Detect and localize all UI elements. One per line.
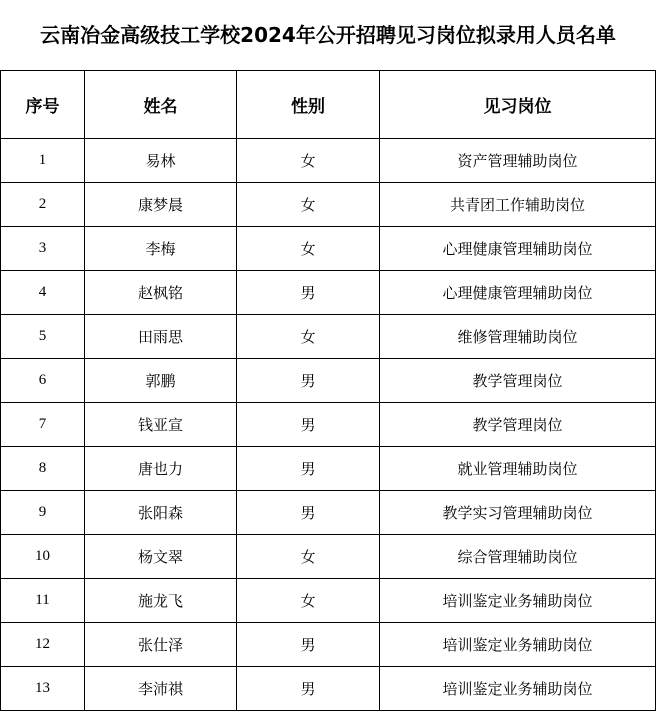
cell-name: 易林 (85, 139, 237, 183)
cell-serial-number: 13 (1, 667, 85, 711)
cell-gender: 女 (237, 579, 380, 623)
cell-name: 钱亚宣 (85, 403, 237, 447)
table-row (1, 623, 656, 667)
cell-gender: 男 (237, 403, 380, 447)
cell-gender: 男 (237, 447, 380, 491)
cell-serial-number: 7 (1, 403, 85, 447)
cell-trainee-position: 教学实习管理辅助岗位 (380, 491, 656, 535)
table-row (1, 491, 656, 535)
table-row (1, 139, 656, 183)
cell-serial-number: 9 (1, 491, 85, 535)
cell-gender: 男 (237, 271, 380, 315)
cell-trainee-position: 教学管理岗位 (380, 403, 656, 447)
cell-trainee-position: 就业管理辅助岗位 (380, 447, 656, 491)
cell-gender: 女 (237, 315, 380, 359)
header-gender: 性别 (237, 71, 380, 139)
cell-trainee-position: 维修管理辅助岗位 (380, 315, 656, 359)
cell-trainee-position: 培训鉴定业务辅助岗位 (380, 623, 656, 667)
cell-serial-number: 2 (1, 183, 85, 227)
table-header-row (1, 71, 656, 139)
cell-gender: 男 (237, 491, 380, 535)
table-row (1, 403, 656, 447)
cell-name: 张阳森 (85, 491, 237, 535)
cell-serial-number: 8 (1, 447, 85, 491)
cell-serial-number: 3 (1, 227, 85, 271)
cell-serial-number: 4 (1, 271, 85, 315)
cell-serial-number: 6 (1, 359, 85, 403)
table-row (1, 227, 656, 271)
roster-table (0, 70, 656, 711)
cell-gender: 女 (237, 227, 380, 271)
cell-serial-number: 10 (1, 535, 85, 579)
header-trainee-position: 见习岗位 (380, 71, 656, 139)
table-row (1, 579, 656, 623)
header-serial-number: 序号 (1, 71, 85, 139)
cell-trainee-position: 心理健康管理辅助岗位 (380, 271, 656, 315)
cell-name: 郭鹏 (85, 359, 237, 403)
cell-serial-number: 5 (1, 315, 85, 359)
cell-name: 康梦晨 (85, 183, 237, 227)
cell-name: 田雨思 (85, 315, 237, 359)
table-row (1, 271, 656, 315)
cell-name: 李沛祺 (85, 667, 237, 711)
table-row (1, 183, 656, 227)
table-row (1, 315, 656, 359)
cell-name: 张仕泽 (85, 623, 237, 667)
header-name: 姓名 (85, 71, 237, 139)
table-row (1, 447, 656, 491)
cell-serial-number: 1 (1, 139, 85, 183)
cell-trainee-position: 综合管理辅助岗位 (380, 535, 656, 579)
cell-gender: 女 (237, 183, 380, 227)
cell-name: 杨文翠 (85, 535, 237, 579)
cell-serial-number: 11 (1, 579, 85, 623)
cell-name: 唐也力 (85, 447, 237, 491)
cell-gender: 男 (237, 667, 380, 711)
cell-trainee-position: 心理健康管理辅助岗位 (380, 227, 656, 271)
cell-trainee-position: 教学管理岗位 (380, 359, 656, 403)
table-row (1, 359, 656, 403)
cell-trainee-position: 培训鉴定业务辅助岗位 (380, 579, 656, 623)
cell-gender: 女 (237, 535, 380, 579)
cell-trainee-position: 共青团工作辅助岗位 (380, 183, 656, 227)
cell-trainee-position: 资产管理辅助岗位 (380, 139, 656, 183)
cell-name: 赵枫铭 (85, 271, 237, 315)
cell-gender: 男 (237, 359, 380, 403)
cell-trainee-position: 培训鉴定业务辅助岗位 (380, 667, 656, 711)
document-title: 云南冶金高级技工学校2024年公开招聘见习岗位拟录用人员名单 (40, 23, 616, 47)
table-row (1, 667, 656, 711)
cell-gender: 女 (237, 139, 380, 183)
cell-name: 李梅 (85, 227, 237, 271)
table-row (1, 535, 656, 579)
cell-serial-number: 12 (1, 623, 85, 667)
cell-name: 施龙飞 (85, 579, 237, 623)
cell-gender: 男 (237, 623, 380, 667)
